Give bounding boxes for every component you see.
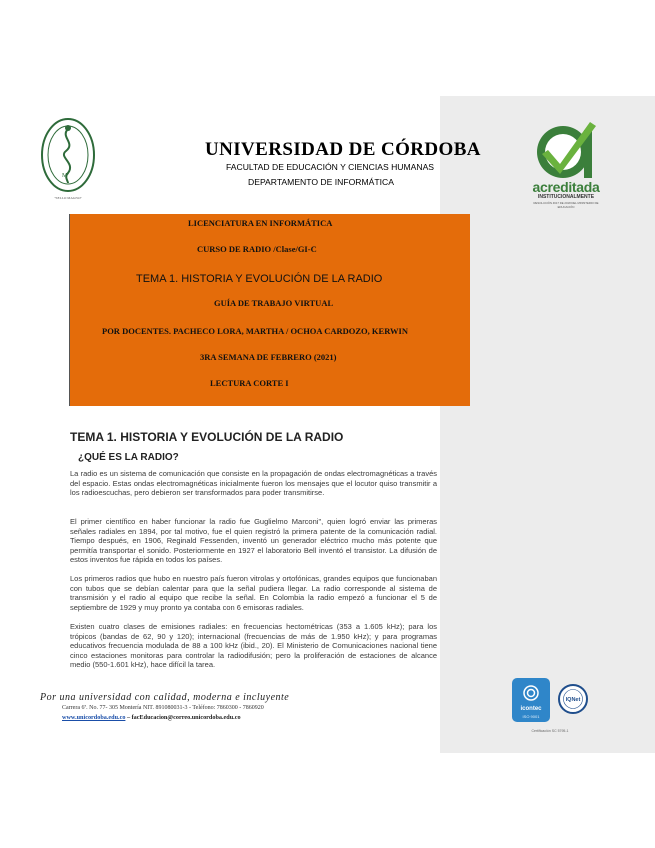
banner-topic: TEMA 1. HISTORIA Y EVOLUCIÓN DE LA RADIO <box>136 273 383 285</box>
link-separator: – <box>125 714 132 721</box>
website-link[interactable]: www.unicordoba.edu.co <box>62 714 126 721</box>
footer-motto: Por una universidad con calidad, moderna e incluyente <box>40 692 290 703</box>
banner-week: 3RA SEMANA DE FEBRERO (2021) <box>200 352 337 362</box>
course-banner <box>69 214 470 406</box>
banner-reading: LECTURA CORTE I <box>210 378 289 388</box>
iqnet-certification-badge <box>558 684 588 714</box>
iqnet-label: IQNet <box>565 697 581 703</box>
banner-guide: GUÍA DE TRABAJO VIRTUAL <box>214 298 334 308</box>
university-title: UNIVERSIDAD DE CÓRDOBA <box>205 139 481 160</box>
section-subtitle: ¿QUÉ ES LA RADIO? <box>78 452 179 463</box>
accreditation-word: acreditada <box>532 179 600 195</box>
university-seal-logo <box>38 115 98 197</box>
section-title: TEMA 1. HISTORIA Y EVOLUCIÓN DE LA RADIO <box>70 430 344 444</box>
accreditation-subtitle: INSTITUCIONALMENTE <box>537 194 595 200</box>
footer-links <box>62 714 241 721</box>
email-link[interactable]: facEducacion@correo.unicordoba.edu.co <box>131 714 241 721</box>
accreditation-resolution: RESOLUCIÓN 4617 DE 2018 DEL MINISTERIO DE EDUCACIÓN <box>533 201 599 209</box>
paragraph: La radio es un sistema de comunicación que consiste en la propagación de ondas electromagnéticas a través del espacio. Estas ondas electromagnéticas inicialmente fueron los mensajes que el locutor quiso transmitir a los radioescuchas, pero debieron ser transformados para poder transmitirse. <box>70 469 437 497</box>
logo-caption: "SELLO MAGNO" <box>54 196 82 200</box>
certification-caption: Certificación SC 5795-1 <box>531 729 569 733</box>
icontec-certification-badge <box>512 678 550 722</box>
banner-program: LICENCIATURA EN INFORMÁTICA <box>188 218 333 228</box>
faculty-name: FACULTAD DE EDUCACIÓN Y CIENCIAS HUMANAS <box>226 162 435 172</box>
banner-teachers: POR DOCENTES. PACHECO LORA, MARTHA / OCHOA CARDOZO, KERWIN <box>102 326 408 336</box>
svg-text:M: M <box>62 173 68 179</box>
banner-course: CURSO DE RADIO /Clase/GI-C <box>197 244 317 254</box>
icontec-standard: ISO 9001 <box>522 714 540 719</box>
icontec-swirl-icon <box>522 684 540 702</box>
icontec-label: icontec <box>520 706 542 712</box>
paragraph: Los primeros radios que hubo en nuestro país fueron vitrolas y ortofónicas, grandes equipos que funcionaban con tubos que se debían calentar para que la señal pudiera llegar. La radio corresponde al sistema de transmisión y el radio al equipo que recibe la señal. En Colombia la radio empezó a funcionar el 5 de septiembre de 1929 y muy pronto ya contaba con 6 emisoras radiales. <box>70 574 437 612</box>
paragraph: Existen cuatro clases de emisiones radiales: en frecuencias hectométricas (353 a 1.605 kHz); para los trópicos (bandas de 62, 90 y 120); internacional (frecuencias de más de 1.950 kHz); y para programas educativos frecuencia modulada de 88 a 100 kHz (ibid., 20). El Ministerio de Comunicaciones nacional tiene cinco estaciones monitoras para controlar la radiodifusión; pero la proliferación de estaciones de alcance medio (550-1.601 kHz), hace difícil la tarea. <box>70 622 437 669</box>
footer-address: Carrera 6ª. No. 77- 305 Montería NIT. 891080031-3 - Teléfono: 7860300 - 7860920 <box>62 705 264 711</box>
department-name: DEPARTAMENTO DE INFORMÁTICA <box>248 177 394 187</box>
paragraph: El primer científico en haber funcionar la radio fue Guglielmo Marconi", quien logró enviar las primeras señales radiales en 1894, por tal motivo, fue el quien registró la primera patente de la comunicación radial. Tiempo después, en 1906, Reginald Fessenden, inventó un generador eléctrico mucho más potente que permitía transportar el sonido. Posteriormente en 1927 el laboratorio Bell inventó el transistor. La difusión de estos inventos fue rápida en todos los países. <box>70 517 437 564</box>
